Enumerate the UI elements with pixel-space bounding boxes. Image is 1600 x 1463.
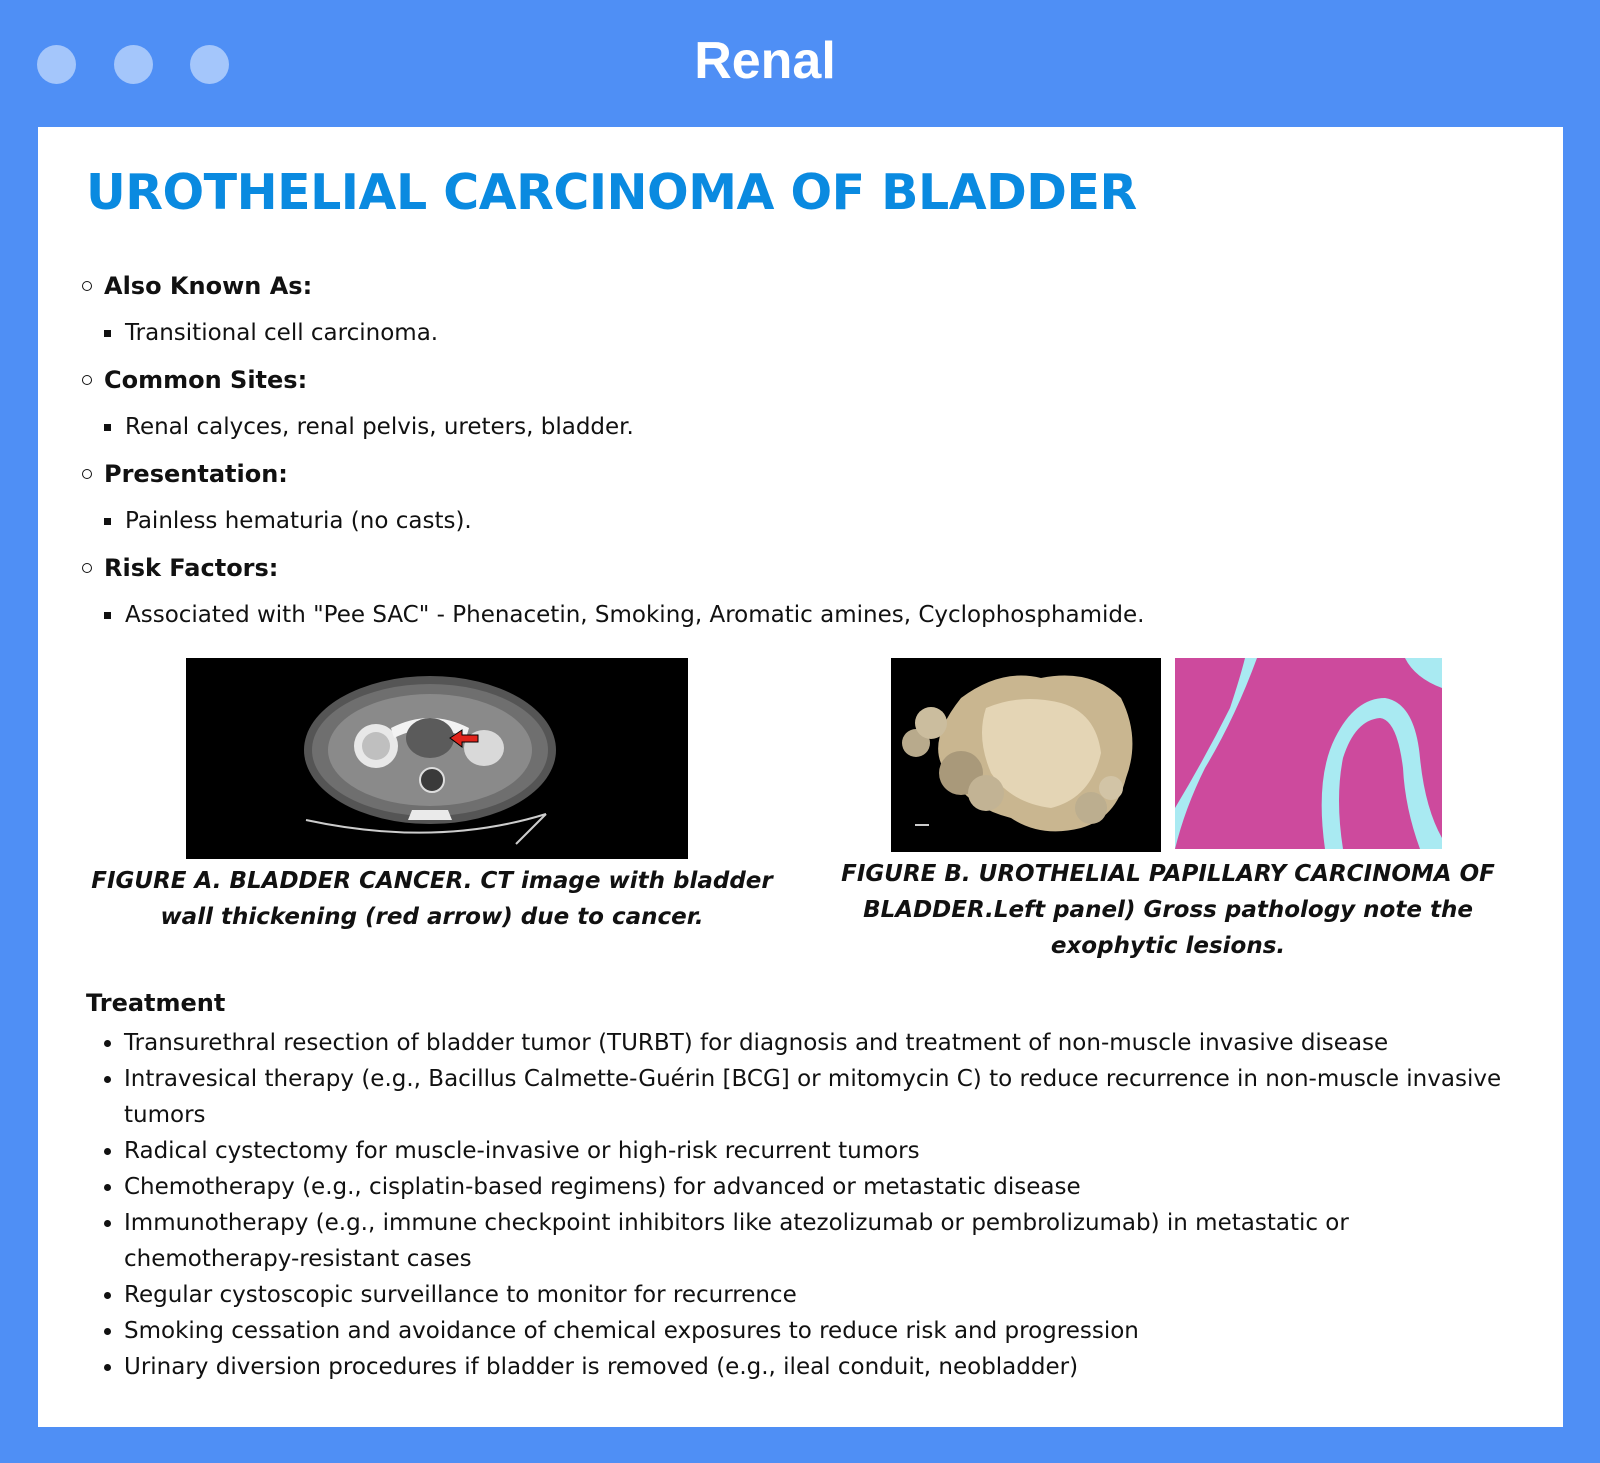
section-item-text: Transitional cell carcinoma. (125, 320, 439, 346)
figure-b-caption: FIGURE B. UROTHELIAL PAPILLARY CARCINOMA OF BLADDER.Left panel) Gross pathology note the exophytic lesions. (841, 861, 1495, 959)
section-item-text: Renal calyces, renal pelvis, ureters, bladder. (125, 414, 634, 440)
circle-bullet-icon (82, 281, 92, 291)
content-panel (38, 127, 1563, 1427)
page-title: UROTHELIAL CARCINOMA OF BLADDER (86, 164, 1137, 221)
section-heading (82, 365, 1542, 395)
treatment-list (104, 1025, 1524, 1385)
list-item: Radical cystectomy for muscle-invasive or high-risk recurrent tumors (104, 1133, 1524, 1169)
section-risk-factors (82, 553, 1542, 630)
section-common-sites (82, 365, 1542, 442)
section-heading (82, 459, 1542, 489)
list-item: Chemotherapy (e.g., cisplatin-based regimens) for advanced or metastatic disease (104, 1169, 1524, 1205)
section-heading-text: Risk Factors: (104, 554, 279, 582)
section-also-known-as (82, 271, 1542, 348)
square-bullet-icon (104, 330, 111, 337)
section-item (82, 506, 1542, 536)
figure-a-caption: FIGURE A. BLADDER CANCER. CT image with bladder wall thickening (red arrow) due to cancer. (91, 868, 773, 930)
section-heading-text: Common Sites: (104, 366, 308, 394)
list-item: Urinary diversion procedures if bladder is removed (e.g., ileal conduit, neobladder) (104, 1349, 1524, 1385)
section-item (82, 318, 1542, 348)
square-bullet-icon (104, 612, 111, 619)
ct-scan-drawing (186, 658, 688, 859)
window-title: Renal (694, 32, 836, 90)
gross-pathology-image (891, 658, 1161, 852)
histology-drawing (1175, 658, 1442, 849)
list-item: Smoking cessation and avoidance of chemical exposures to reduce risk and progression (104, 1313, 1524, 1349)
section-item-text: Associated with "Pee SAC" - Phenacetin, Smoking, Aromatic amines, Cyclophosphamide. (125, 602, 1145, 628)
list-item: Intravesical therapy (e.g., Bacillus Calmette-Guérin [BCG] or mitomycin C) to reduce recurrence in non-muscle invasive tumors (104, 1061, 1524, 1133)
section-item (82, 412, 1542, 442)
circle-bullet-icon (82, 375, 92, 385)
section-presentation (82, 459, 1542, 536)
circle-bullet-icon (82, 563, 92, 573)
circle-bullet-icon (82, 469, 92, 479)
list-item: Transurethral resection of bladder tumor (TURBT) for diagnosis and treatment of non-muscle invasive disease (104, 1025, 1524, 1061)
section-item-text: Painless hematuria (no casts). (125, 508, 472, 534)
list-item: Regular cystoscopic surveillance to monitor for recurrence (104, 1277, 1524, 1313)
section-heading-text: Presentation: (104, 460, 288, 488)
treatment-heading: Treatment (86, 989, 226, 1017)
square-bullet-icon (104, 518, 111, 525)
section-item (82, 600, 1542, 630)
square-bullet-icon (104, 424, 111, 431)
section-heading-text: Also Known As: (104, 272, 313, 300)
list-item: Immunotherapy (e.g., immune checkpoint inhibitors like atezolizumab or pembrolizumab) in metastatic or chemotherapy-resistant cases (104, 1205, 1524, 1277)
histology-image (1175, 658, 1442, 849)
section-heading (82, 553, 1542, 583)
gross-pathology-drawing (891, 658, 1161, 852)
ct-scan-image (186, 658, 688, 859)
section-heading (82, 271, 1542, 301)
window-titlebar (0, 0, 1600, 127)
